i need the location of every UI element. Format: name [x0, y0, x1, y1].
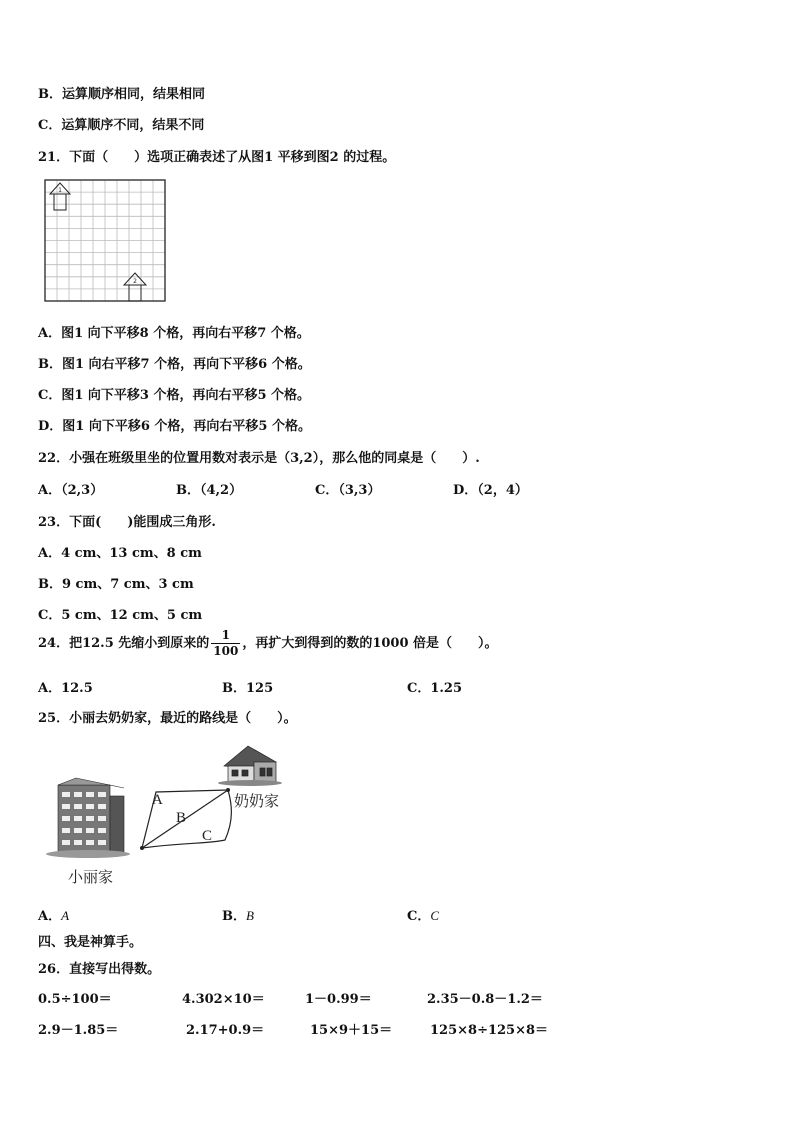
house-figure-2 — [124, 273, 146, 301]
q26-r1-c2: 4.302×10＝ — [182, 992, 265, 1007]
fraction-numerator: 1 — [211, 628, 240, 644]
q22-option-b: B．（4,2） — [176, 483, 243, 498]
q24-option-b: B．125 — [222, 681, 274, 696]
q23-option-a: A．4 cm、13 cm、8 cm — [38, 546, 202, 561]
q25-option-a-value: A — [61, 908, 70, 923]
q25-option-b — [222, 905, 254, 924]
q25-option-c-value: C — [430, 908, 440, 923]
route-b-label: B — [176, 810, 187, 826]
fraction — [211, 628, 240, 659]
q22-option-a: A．（2,3） — [38, 483, 104, 498]
q26-r1-c4: 2.35－0.8－1.2＝ — [427, 992, 543, 1007]
q21-option-c: C．图1 向下平移3 个格，再向右平移5 个格。 — [38, 388, 311, 403]
house-icon — [218, 746, 282, 786]
q21-option-a: A．图1 向下平移8 个格，再向右平移7 个格。 — [38, 326, 310, 341]
q20-option-b: B．运算顺序相同，结果相同 — [38, 87, 205, 102]
q21-option-b: B．图1 向右平移7 个格，再向下平移6 个格。 — [38, 357, 311, 372]
apartment-building-icon — [46, 778, 130, 858]
q20-option-c: C．运算顺序不同，结果不同 — [38, 118, 205, 133]
q24-stem-pre: 24．把12.5 先缩小到原来的 — [38, 636, 210, 651]
q25-route-figure — [38, 740, 308, 890]
q24-option-c: C．1.25 — [407, 681, 463, 696]
fig1-label: 1 — [58, 187, 62, 194]
grandma-home-label: 奶奶家 — [234, 792, 280, 810]
q26-stem: 26．直接写出得数。 — [38, 962, 161, 977]
section-4-title: 四、我是神算手。 — [38, 935, 143, 950]
xiaoli-home-label: 小丽家 — [68, 868, 114, 886]
q26-r1-c1: 0.5÷100＝ — [38, 992, 112, 1007]
q26-r1-c3: 1－0.99＝ — [305, 992, 372, 1007]
q26-r2-c1: 2.9－1.85＝ — [38, 1023, 119, 1038]
route-c-label: C — [202, 828, 213, 844]
q25-option-b-value: B — [246, 908, 254, 923]
q23-option-b: B．9 cm、7 cm、3 cm — [38, 577, 194, 592]
q25-option-b-prefix: B． — [222, 909, 246, 924]
fraction-denominator: 100 — [213, 644, 239, 658]
house-figure-1 — [50, 183, 70, 210]
fig2-label: 2 — [133, 278, 137, 285]
q22-stem: 22．小强在班级里坐的位置用数对表示是（3,2），那么他的同桌是（ ）. — [38, 451, 480, 466]
q25-option-c-prefix: C． — [407, 909, 431, 924]
q25-option-c — [407, 905, 439, 924]
q25-option-a-prefix: A． — [38, 909, 62, 924]
q26-r2-c3: 15×9＋15＝ — [310, 1023, 393, 1038]
q26-r2-c2: 2.17+0.9＝ — [186, 1023, 265, 1038]
q24-option-a: A．12.5 — [38, 681, 93, 696]
q22-option-d: D．（2，4） — [453, 483, 528, 498]
q25-option-a — [38, 905, 69, 924]
route-a-label: A — [152, 792, 163, 808]
q24-stem — [38, 628, 498, 659]
q21-grid-figure — [44, 178, 168, 304]
q23-option-c: C．5 cm、12 cm、5 cm — [38, 608, 203, 623]
q23-stem: 23．下面( )能围成三角形. — [38, 515, 216, 530]
q22-option-c: C．（3,3） — [315, 483, 381, 498]
q21-option-d: D．图1 向下平移6 个格，再向右平移5 个格。 — [38, 419, 311, 434]
q25-stem: 25．小丽去奶奶家，最近的路线是（ ）。 — [38, 711, 297, 726]
q26-r2-c4: 125×8÷125×8＝ — [430, 1023, 549, 1038]
q21-stem: 21．下面（ ）选项正确表述了从图1 平移到图2 的过程。 — [38, 150, 396, 165]
q24-stem-post: ，再扩大到得到的数的1000 倍是（ ）。 — [242, 636, 498, 651]
